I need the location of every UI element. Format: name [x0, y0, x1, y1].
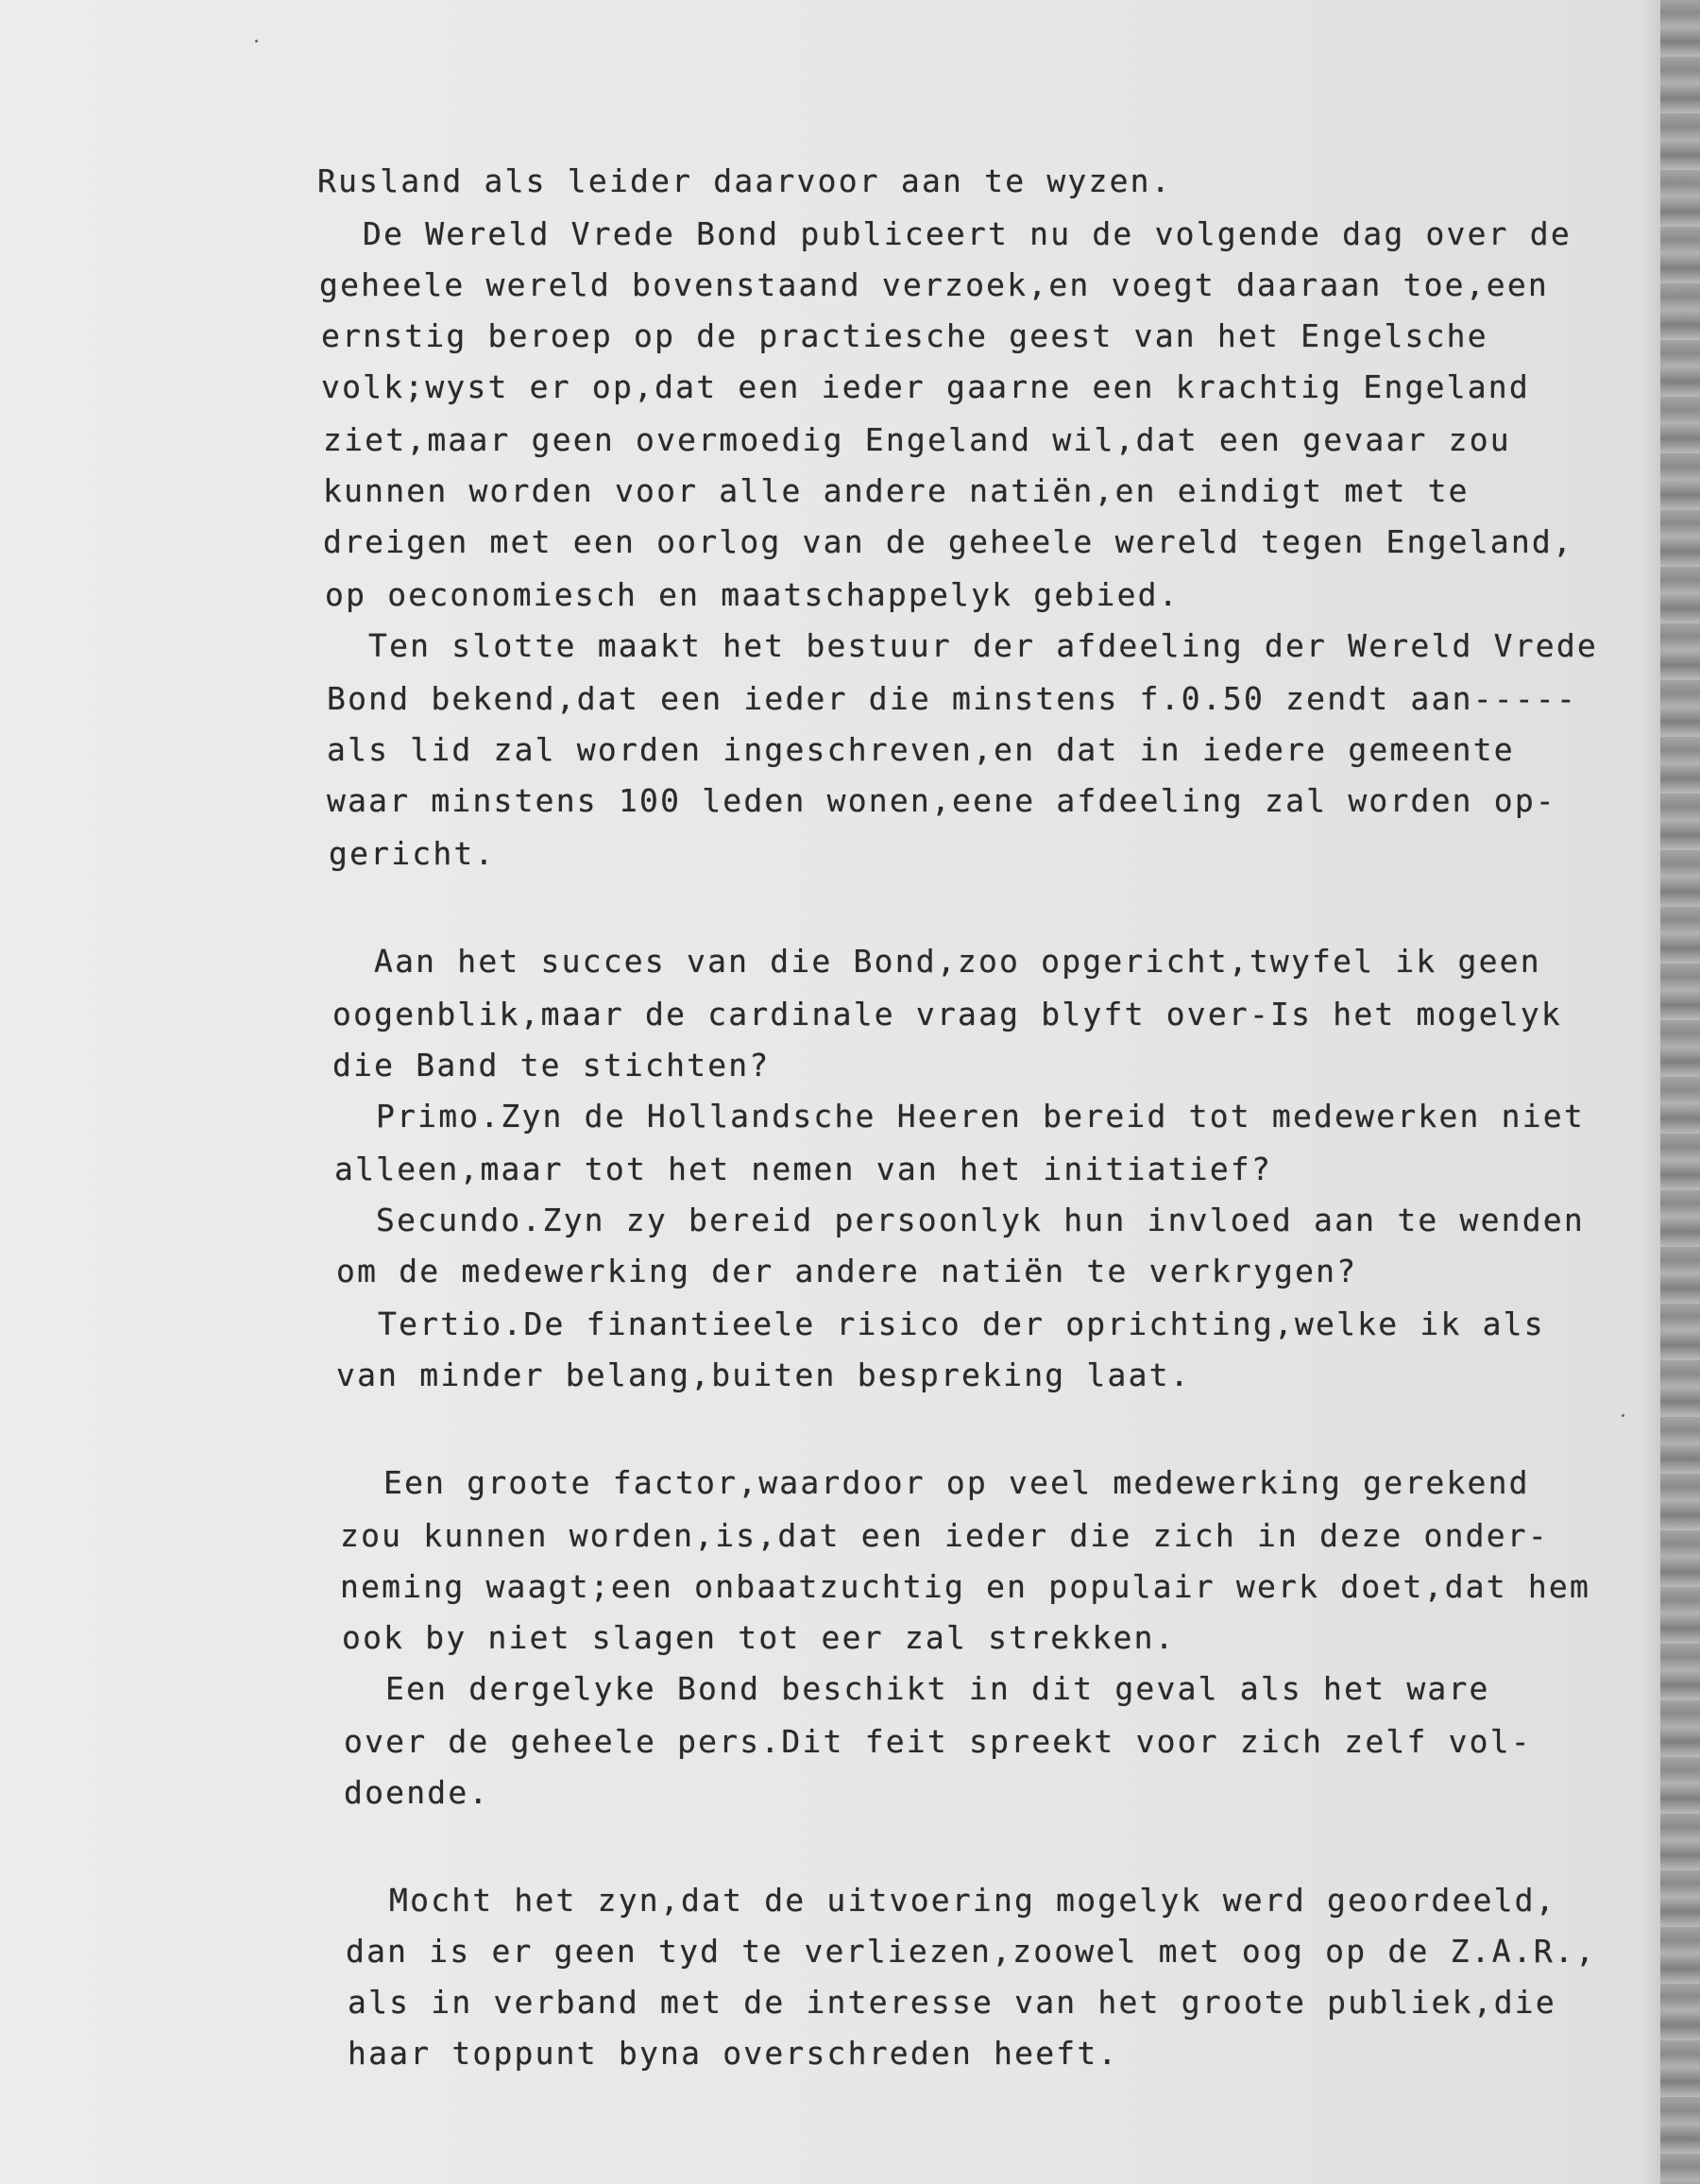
paper-speck — [255, 40, 258, 43]
text-line: dreigen met een oorlog van de geheele wereld tegen Engeland, — [323, 523, 1574, 560]
text-line: De Wereld Vrede Bond publiceert nu de volgende dag over de — [363, 215, 1572, 252]
paper-speck — [1622, 1414, 1624, 1417]
text-line: haar toppunt byna overschreden heeft. — [348, 2035, 1119, 2072]
text-line: oogenblik,maar de cardinale vraag blyft over-Is het mogelyk — [332, 996, 1562, 1032]
text-line: Bond bekend,dat een ieder die minstens f.0.50 zendt aan----- — [327, 680, 1578, 717]
text-line: doende. — [344, 1774, 490, 1811]
text-line: Tertio.De finantieele risico der oprichting,welke ik als — [378, 1305, 1545, 1342]
text-line: alleen,maar tot het nemen van het initiatief? — [334, 1151, 1273, 1187]
text-line: zou kunnen worden,is,dat een ieder die zich in deze onder- — [340, 1517, 1549, 1554]
text-line: dan is er geen tyd te verliezen,zoowel met oog op de Z.A.R., — [346, 1933, 1597, 1970]
text-line: die Band te stichten? — [332, 1047, 771, 1083]
text-line: waar minstens 100 leden wonen,eene afdeeling zal worden op- — [327, 782, 1556, 819]
text-line: ook by niet slagen tot eer zal strekken. — [342, 1619, 1176, 1656]
text-line: kunnen worden voor alle andere natiën,en eindigt met te — [323, 472, 1470, 509]
text-line: Primo.Zyn de Hollandsche Heeren bereid tot medewerken niet — [376, 1098, 1585, 1135]
text-line: als lid zal worden ingeschreven,en dat in iedere gemeente — [327, 731, 1515, 768]
text-line: als in verband met de interesse van het groote publiek,die — [348, 1984, 1556, 2021]
text-line: Secundo.Zyn zy bereid persoonlyk hun invloed aan te wenden — [376, 1202, 1585, 1238]
text-line: Mocht het zyn,dat de uitvoering mogelyk werd geoordeeld, — [389, 1882, 1556, 1919]
text-line: neming waagt;een onbaatzuchtig en populair werk doet,dat hem — [340, 1568, 1591, 1605]
text-line: ziet,maar geen overmoedig Engeland wil,dat een gevaar zou — [323, 421, 1511, 458]
text-line: op oeconomiesch en maatschappelyk gebied. — [325, 576, 1180, 613]
text-line: gericht. — [329, 835, 496, 872]
page-edge-shadow — [1643, 0, 1660, 2184]
scanned-page-edge — [1660, 0, 1700, 2184]
text-line: geheele wereld bovenstaand verzoek,en voegt daaraan toe,een — [319, 266, 1549, 303]
text-line: volk;wyst er op,dat een ieder gaarne een krachtig Engeland — [321, 368, 1530, 405]
text-line: ernstig beroep op de practiesche geest van het Engelsche — [321, 317, 1488, 354]
text-line: Rusland als leider daarvoor aan te wyzen. — [317, 162, 1172, 199]
text-line: over de geheele pers.Dit feit spreekt voor zich zelf vol- — [344, 1723, 1532, 1760]
text-line: Een dergelyke Bond beschikt in dit geval als het ware — [385, 1670, 1490, 1707]
text-line: van minder belang,buiten bespreking laat. — [336, 1356, 1191, 1393]
text-line: Een groote factor,waardoor op veel medewerking gerekend — [383, 1464, 1530, 1501]
text-line: om de medewerking der andere natiën te verkrygen? — [336, 1253, 1358, 1289]
text-line: Aan het succes van die Bond,zoo opgericht,twyfel ik geen — [374, 943, 1541, 980]
text-line: Ten slotte maakt het bestuur der afdeeling der Wereld Vrede — [368, 627, 1598, 664]
